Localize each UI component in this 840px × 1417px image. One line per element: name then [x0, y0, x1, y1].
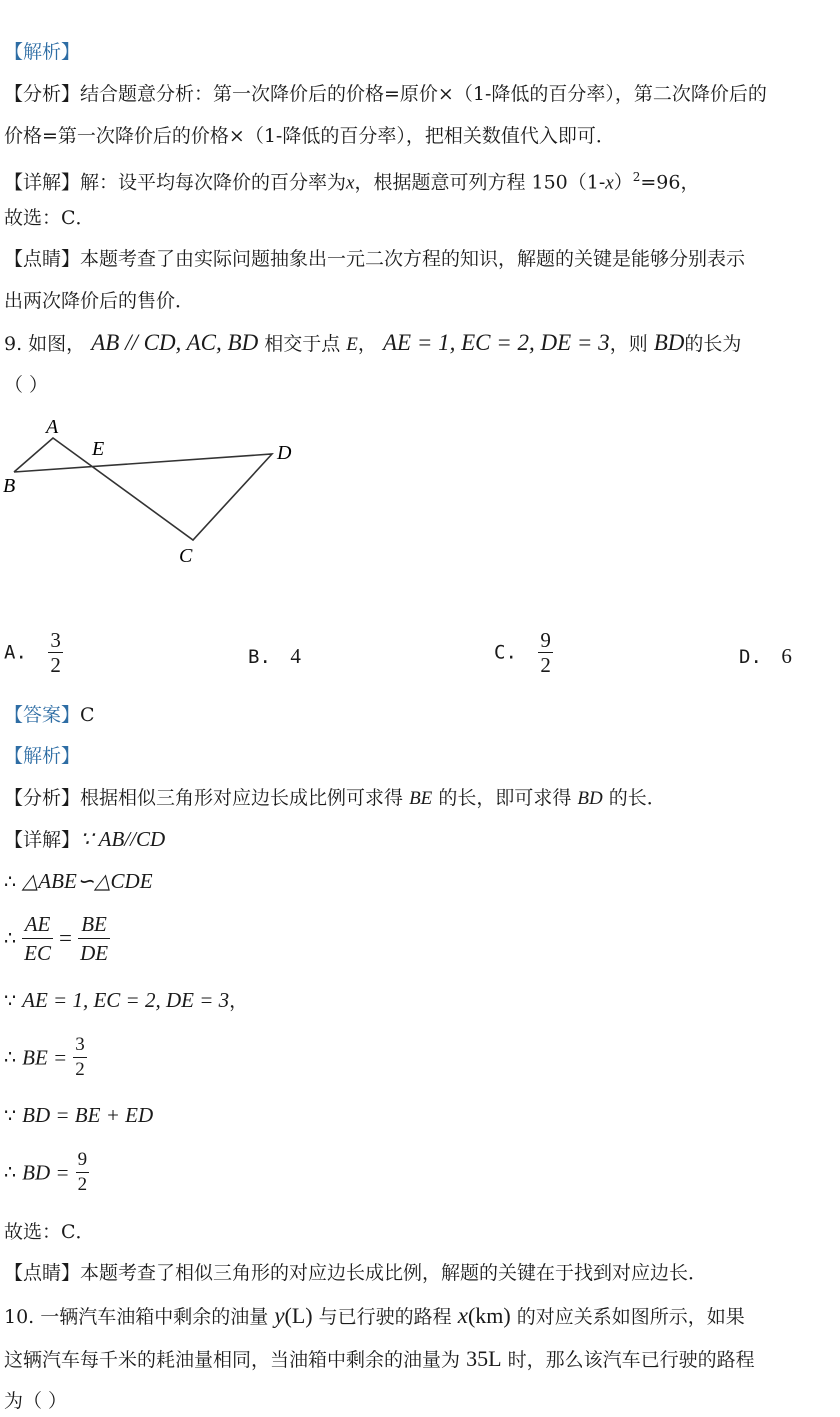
step-math: BE = [22, 1045, 68, 1070]
numerator: 3 [73, 1033, 87, 1058]
fraction-ae-ec [22, 910, 53, 967]
stem-text: ，则 [609, 333, 648, 355]
q9-detail-step1 [4, 827, 165, 852]
therefore-sign: ∴ [4, 871, 23, 893]
detail-text: =96， [640, 171, 700, 194]
detail-text: ，根据题意可列方程 150（1- [354, 171, 606, 194]
option-value: 6 [781, 644, 792, 668]
exponent: 2 [632, 170, 641, 184]
therefore-sign: ∴ [4, 927, 23, 950]
stem-math: AB // CD, AC, BD [91, 330, 259, 355]
q9-choice: 故选：C． [4, 1221, 95, 1243]
fraction-3-2 [73, 1033, 87, 1082]
step-math: BD = BE + ED [22, 1103, 154, 1127]
q10-stem-line3: 为（ ） [4, 1390, 68, 1412]
q8-analysis-line2: 价格=第一次降价后的价格×（1-降低的百分率），把相关数值代入即可． [4, 125, 615, 147]
jiexi-heading-q8: 【解析】 [4, 41, 81, 63]
q9-answer [4, 703, 95, 727]
stem-text: 的对应关系如图所示，如果 [516, 1306, 745, 1328]
option-letter: D. [739, 646, 762, 668]
numerator: 9 [76, 1148, 90, 1173]
numerator: 3 [50, 628, 61, 652]
answer-value: C [80, 704, 95, 726]
volume-value: 35L [466, 1346, 502, 1371]
q9-figure [0, 410, 310, 575]
option-letter: B. [248, 646, 271, 668]
stem-text: 时，那么该汽车已行驶的路程 [507, 1349, 755, 1371]
denominator: 2 [75, 1059, 85, 1080]
detail-text: ） [613, 171, 633, 194]
option-d[interactable] [739, 644, 792, 669]
var-x: x [346, 172, 355, 194]
analysis-tag: 【分析】 [4, 787, 81, 809]
q9-step5 [4, 1033, 87, 1082]
option-c[interactable] [494, 628, 553, 677]
answer-tag: 【答案】 [4, 704, 81, 726]
label-b: B [3, 475, 16, 497]
stem-text: 9. 如图， [4, 333, 86, 355]
stem-text: 相交于点 [264, 333, 341, 355]
denominator: 2 [50, 653, 61, 677]
label-d: D [277, 442, 292, 464]
q9-stem [4, 331, 741, 357]
analysis-text: 的长，即可求得 [438, 787, 572, 809]
q8-analysis-line1 [4, 82, 767, 106]
equals-sign: = [59, 925, 73, 951]
stem-text: 与已行驶的路程 [318, 1306, 452, 1328]
q9-step7 [4, 1148, 89, 1197]
q10-stem-line1 [4, 1304, 745, 1329]
step-math: ∵ AB//CD [80, 827, 166, 851]
stem-point-e: E [346, 334, 358, 355]
analysis-text: 根据相似三角形对应边长成比例可求得 [80, 787, 404, 809]
q9-step4 [4, 988, 248, 1013]
denominator: 2 [77, 1174, 88, 1195]
analysis-tag: 【分析】 [4, 83, 81, 105]
numerator: 9 [540, 628, 551, 652]
var-x: x [605, 172, 614, 194]
option-letter: A. [4, 641, 27, 664]
option-value: 4 [290, 644, 301, 668]
q9-analysis [4, 786, 666, 811]
stem-math: BD [653, 330, 685, 355]
step-math: AE = 1, EC = 2, DE = 3 [22, 988, 230, 1012]
label-e: E [92, 438, 105, 460]
numerator: BE [78, 910, 110, 939]
denominator: DE [80, 941, 109, 965]
analysis-math: BE [409, 788, 433, 809]
q8-comment-line2: 出两次降价后的售价． [4, 290, 195, 312]
unit: (km) [467, 1303, 511, 1328]
q8-choice: 故选：C． [4, 207, 95, 229]
q8-detail-line [4, 165, 700, 195]
comment-text: 本题考查了相似三角形的对应边长成比例，解题的关键在于找到对应边长． [80, 1262, 708, 1284]
step-math: △ABE∽△CDE [22, 869, 153, 893]
detail-text: 解：设平均每次降价的百分率为 [80, 171, 347, 194]
option-letter: C. [494, 641, 517, 664]
stem-text: 10. 一辆汽车油箱中剩余的油量 [4, 1306, 269, 1328]
because-sign: ∵ [4, 990, 23, 1012]
comment-tag: 【点睛】 [4, 248, 81, 270]
q9-step2 [4, 869, 153, 894]
therefore-sign: ∴ [4, 1161, 23, 1184]
q10-stem-line2 [4, 1347, 755, 1372]
q9-step6 [4, 1103, 153, 1128]
q9-step3 [4, 910, 110, 967]
analysis-text: 结合题意分析：第一次降价后的价格=原价×（1-降低的百分率），第二次降价后的 [80, 83, 767, 105]
because-sign: ∵ [4, 1105, 23, 1127]
stem-text: 的长为 [684, 333, 742, 355]
var-y: y [274, 1303, 285, 1328]
option-a[interactable] [4, 628, 63, 677]
stem-text: ， [357, 333, 377, 355]
numerator: AE [22, 910, 53, 939]
label-c: C [179, 545, 193, 567]
denominator: 2 [540, 653, 551, 677]
q9-comment [4, 1261, 707, 1285]
comment-tag: 【点睛】 [4, 1262, 81, 1284]
fraction-9-2 [76, 1148, 90, 1197]
analysis-math: BD [577, 788, 603, 809]
q9-answer-paren: （ ） [4, 374, 49, 396]
comma: ， [229, 990, 249, 1012]
denominator: EC [24, 941, 51, 965]
detail-tag: 【详解】 [4, 829, 81, 851]
option-fraction [48, 628, 63, 677]
jiexi-heading-q9: 【解析】 [4, 745, 81, 767]
stem-math: AE = 1, EC = 2, DE = 3 [382, 330, 610, 355]
therefore-sign: ∴ [4, 1046, 23, 1069]
analysis-text: 的长． [608, 787, 666, 809]
detail-tag: 【详解】 [4, 171, 81, 194]
figure-lines [14, 438, 272, 540]
var-x: x [457, 1303, 468, 1328]
step-math: BD = [22, 1160, 70, 1185]
unit: (L) [284, 1303, 313, 1328]
stem-text: 这辆汽车每千米的耗油量相同，当油箱中剩余的油量为 [4, 1349, 461, 1371]
q8-comment-line1 [4, 247, 745, 271]
label-a: A [46, 416, 59, 438]
fraction-be-de [78, 910, 110, 967]
comment-text: 本题考查了由实际问题抽象出一元二次方程的知识，解题的关键是能够分别表示 [80, 248, 746, 270]
option-fraction [538, 628, 553, 677]
option-b[interactable] [248, 644, 301, 669]
